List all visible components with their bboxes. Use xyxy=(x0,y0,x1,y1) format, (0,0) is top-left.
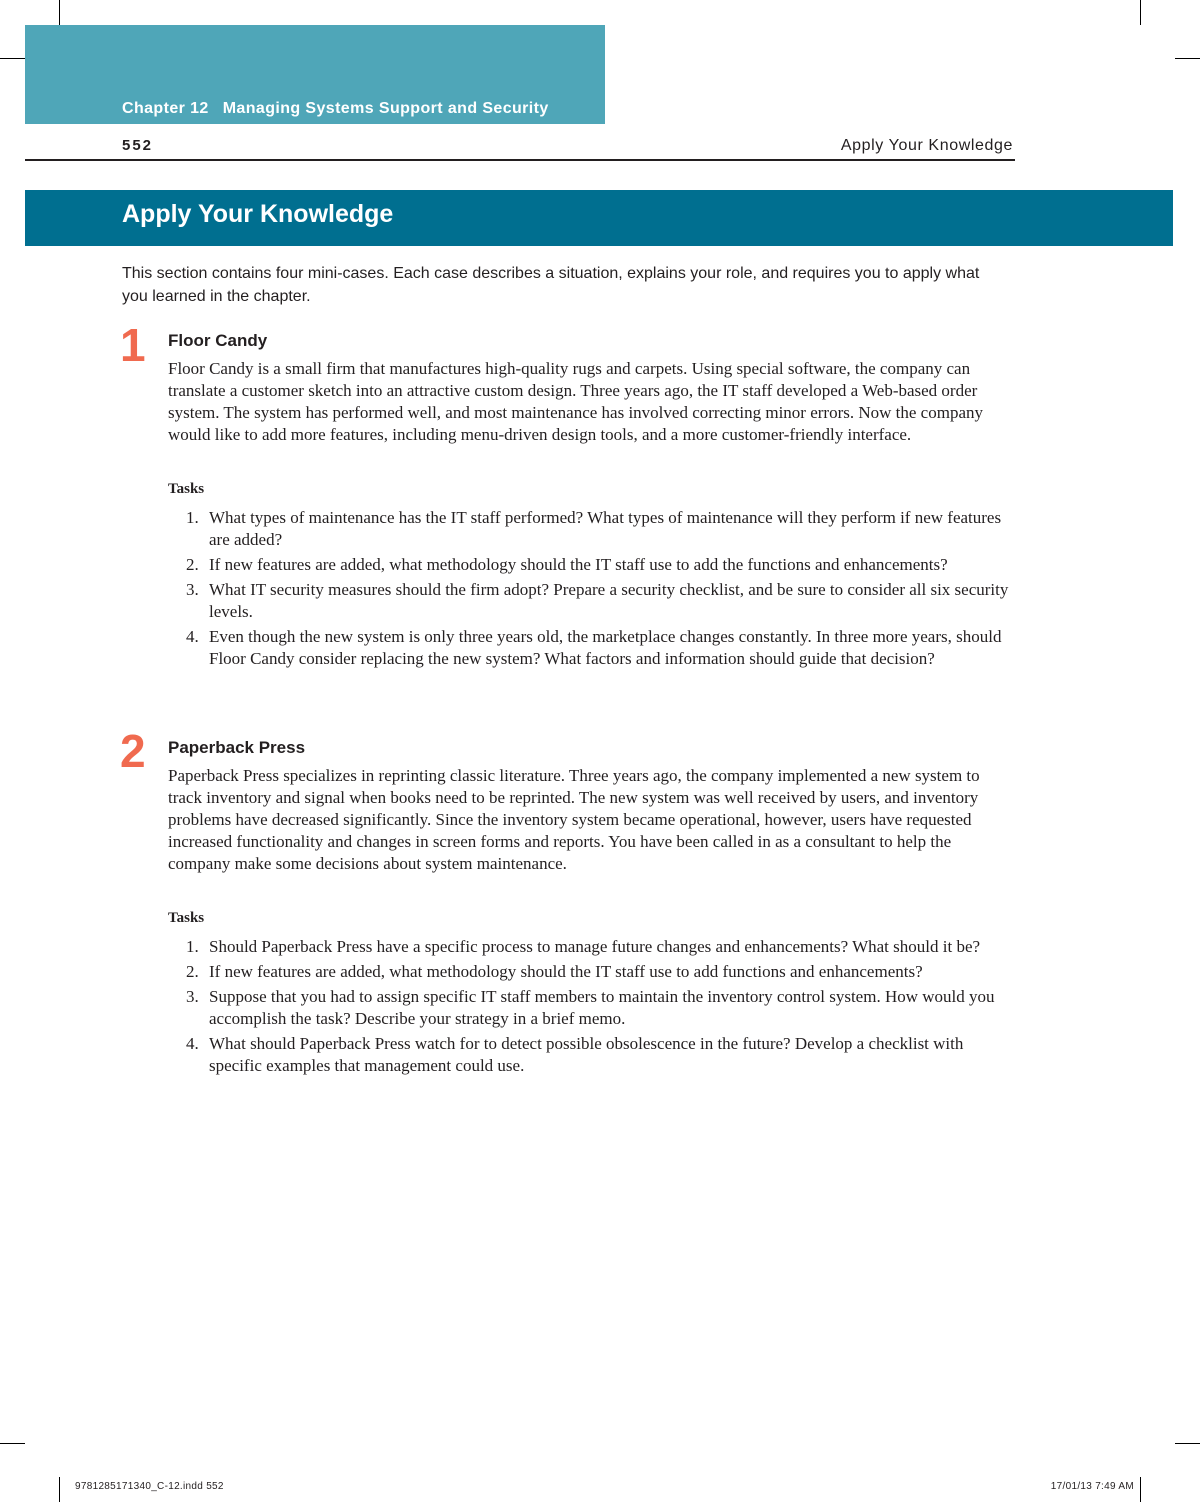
task-number: 3. xyxy=(186,987,199,1006)
task-text: What IT security measures should the firm adopt? Prepare a security checklist, and be sure to consider all six security levels. xyxy=(209,580,1009,621)
task-number: 1. xyxy=(186,508,199,527)
crop-mark xyxy=(1140,1477,1141,1502)
task-number: 2. xyxy=(186,962,199,981)
list-item xyxy=(168,936,1013,958)
task-list xyxy=(168,507,1013,673)
section-intro: This section contains four mini-cases. Each case describes a situation, explains your role, and requires you to apply what you learned in the chapter. xyxy=(122,265,980,305)
task-text: Suppose that you had to assign specific IT staff members to maintain the inventory control system. How would you accomplish the task? Describe your strategy in a brief memo. xyxy=(209,987,995,1028)
list-item xyxy=(168,554,1013,576)
task-text: If new features are added, what methodology should the IT staff use to add the functions and enhancements? xyxy=(209,555,948,574)
list-item xyxy=(168,961,1013,983)
section-title: Apply Your Knowledge xyxy=(122,200,394,228)
slug-left: 9781285171340_C-12.indd 552 xyxy=(75,1481,224,1492)
list-item xyxy=(168,1033,1013,1077)
crop-mark xyxy=(0,58,25,59)
tasks-heading: Tasks xyxy=(168,481,205,497)
task-text: What should Paperback Press watch for to detect possible obsolescence in the future? Develop a checklist with specific examples that management could use. xyxy=(209,1034,964,1075)
task-number: 2. xyxy=(186,555,199,574)
task-list xyxy=(168,936,1013,1080)
case-body: Floor Candy is a small firm that manufactures high-quality rugs and carpets. Using special software, the company can translate a customer sketch into an attractive custom design. Three years ago, the IT staff developed a Web-based order system. The system has performed well, and most maintenance has involved correcting minor errors. Now the company would like to add more features, including menu-driven design tools, and a more customer-friendly interface. xyxy=(168,359,983,444)
task-text: What types of maintenance has the IT staff performed? What types of maintenance will they perform if new features are added? xyxy=(209,508,1002,549)
case-number: 1 xyxy=(120,319,146,371)
crop-mark xyxy=(59,1477,60,1502)
chapter-label xyxy=(122,100,549,118)
case-title: Paperback Press xyxy=(168,738,306,757)
task-text: If new features are added, what methodology should the IT staff use to add functions and enhancements? xyxy=(209,962,923,981)
task-number: 3. xyxy=(186,580,199,599)
crop-mark xyxy=(0,1443,25,1444)
crop-mark xyxy=(1140,0,1141,25)
task-text: Even though the new system is only three years old, the marketplace changes constantly. In three more years, should Floor Candy consider replacing the new system? What factors and information should guide that decision? xyxy=(209,627,1002,668)
chapter-number: Chapter 12 xyxy=(122,100,209,117)
list-item xyxy=(168,579,1013,623)
crop-mark xyxy=(59,0,60,25)
task-number: 1. xyxy=(186,937,199,956)
crop-mark xyxy=(1175,58,1200,59)
running-head: Apply Your Knowledge xyxy=(840,137,1013,154)
chapter-title: Managing Systems Support and Security xyxy=(222,100,549,117)
task-text: Should Paperback Press have a specific process to manage future changes and enhancements? What should it be? xyxy=(209,937,981,956)
task-number: 4. xyxy=(186,1034,199,1053)
crop-mark xyxy=(1175,1443,1200,1444)
list-item xyxy=(168,626,1013,670)
task-number: 4. xyxy=(186,627,199,646)
header-rule xyxy=(25,159,1015,161)
page-number: 552 xyxy=(122,137,154,154)
case-title: Floor Candy xyxy=(168,331,268,350)
case-number: 2 xyxy=(120,725,146,777)
slug-right: 17/01/13 7:49 AM xyxy=(1050,1481,1134,1492)
list-item xyxy=(168,986,1013,1030)
tasks-heading: Tasks xyxy=(168,910,205,926)
case-body: Paperback Press specializes in reprinting classic literature. Three years ago, the company implemented a new system to track inventory and signal when books need to be reprinted. The new system was well received by users, and inventory problems have decreased significantly. Since the inventory system became operational, however, users have requested increased functionality and changes in screen forms and reports. You have been called in as a consultant to help the company make some decisions about system maintenance. xyxy=(168,766,980,873)
list-item xyxy=(168,507,1013,551)
